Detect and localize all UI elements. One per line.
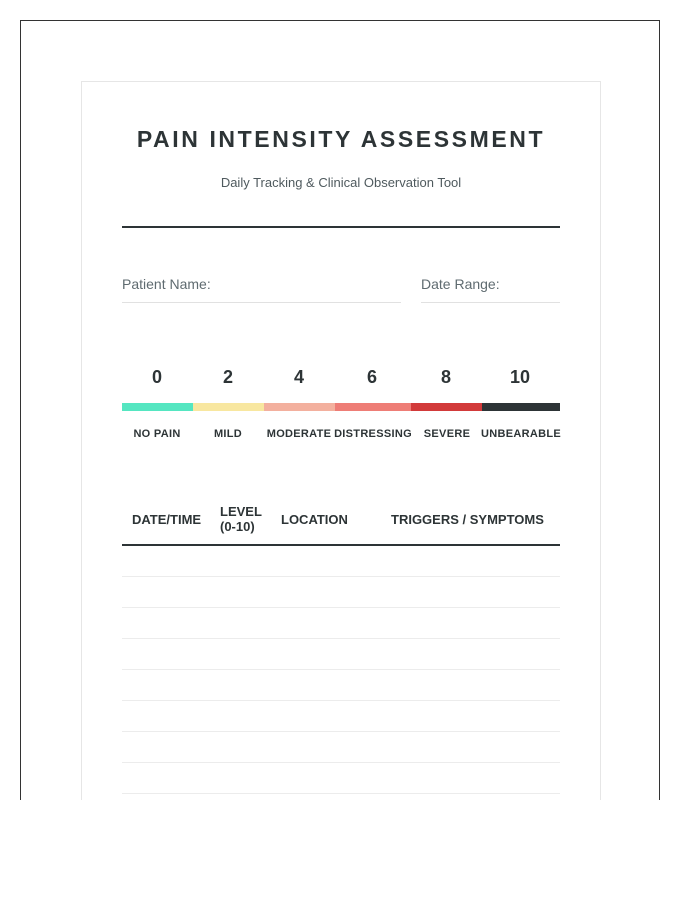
table-row[interactable]	[122, 700, 560, 701]
column-header-level: LEVEL (0-10)	[220, 504, 262, 534]
scale-segment-distressing	[335, 403, 411, 411]
scale-number-2: 2	[222, 367, 234, 387]
scale-label-no-pain: NO PAIN	[133, 428, 181, 440]
table-row[interactable]	[122, 731, 560, 732]
scale-number-8: 8	[440, 367, 452, 387]
column-header-location: LOCATION	[281, 512, 348, 527]
table-row[interactable]	[122, 793, 560, 794]
scale-label-distressing: DISTRESSING	[334, 428, 412, 440]
header-divider	[122, 226, 560, 228]
patient-name-field[interactable]	[122, 276, 401, 303]
scale-number-10: 10	[509, 367, 531, 387]
scale-label-mild: MILD	[213, 428, 243, 440]
patient-name-label: Patient Name:	[122, 276, 211, 292]
table-row[interactable]	[122, 638, 560, 639]
table-row[interactable]	[122, 576, 560, 577]
page-title: PAIN INTENSITY ASSESSMENT	[136, 126, 546, 152]
date-range-field[interactable]	[421, 276, 560, 303]
scale-label-moderate: MODERATE	[266, 428, 332, 440]
column-header-datetime: DATE/TIME	[132, 512, 202, 527]
table-row[interactable]	[122, 669, 560, 670]
scale-segment-moderate	[264, 403, 335, 411]
scale-segment-unbearable	[482, 403, 560, 411]
column-header-triggers: TRIGGERS / SYMPTOMS	[391, 512, 544, 527]
page-subtitle: Daily Tracking & Clinical Observation Tool	[220, 175, 462, 190]
date-range-label: Date Range:	[421, 276, 500, 292]
table-row[interactable]	[122, 762, 560, 763]
scale-number-4: 4	[293, 367, 305, 387]
scale-number-0: 0	[151, 367, 163, 387]
table-header-divider	[122, 544, 560, 546]
scale-number-6: 6	[366, 367, 378, 387]
scale-label-severe: SEVERE	[423, 428, 471, 440]
scale-label-unbearable: UNBEARABLE	[481, 428, 561, 440]
scale-segment-mild	[193, 403, 264, 411]
scale-segment-severe	[411, 403, 482, 411]
scale-segment-no-pain	[122, 403, 193, 411]
table-row[interactable]	[122, 607, 560, 608]
